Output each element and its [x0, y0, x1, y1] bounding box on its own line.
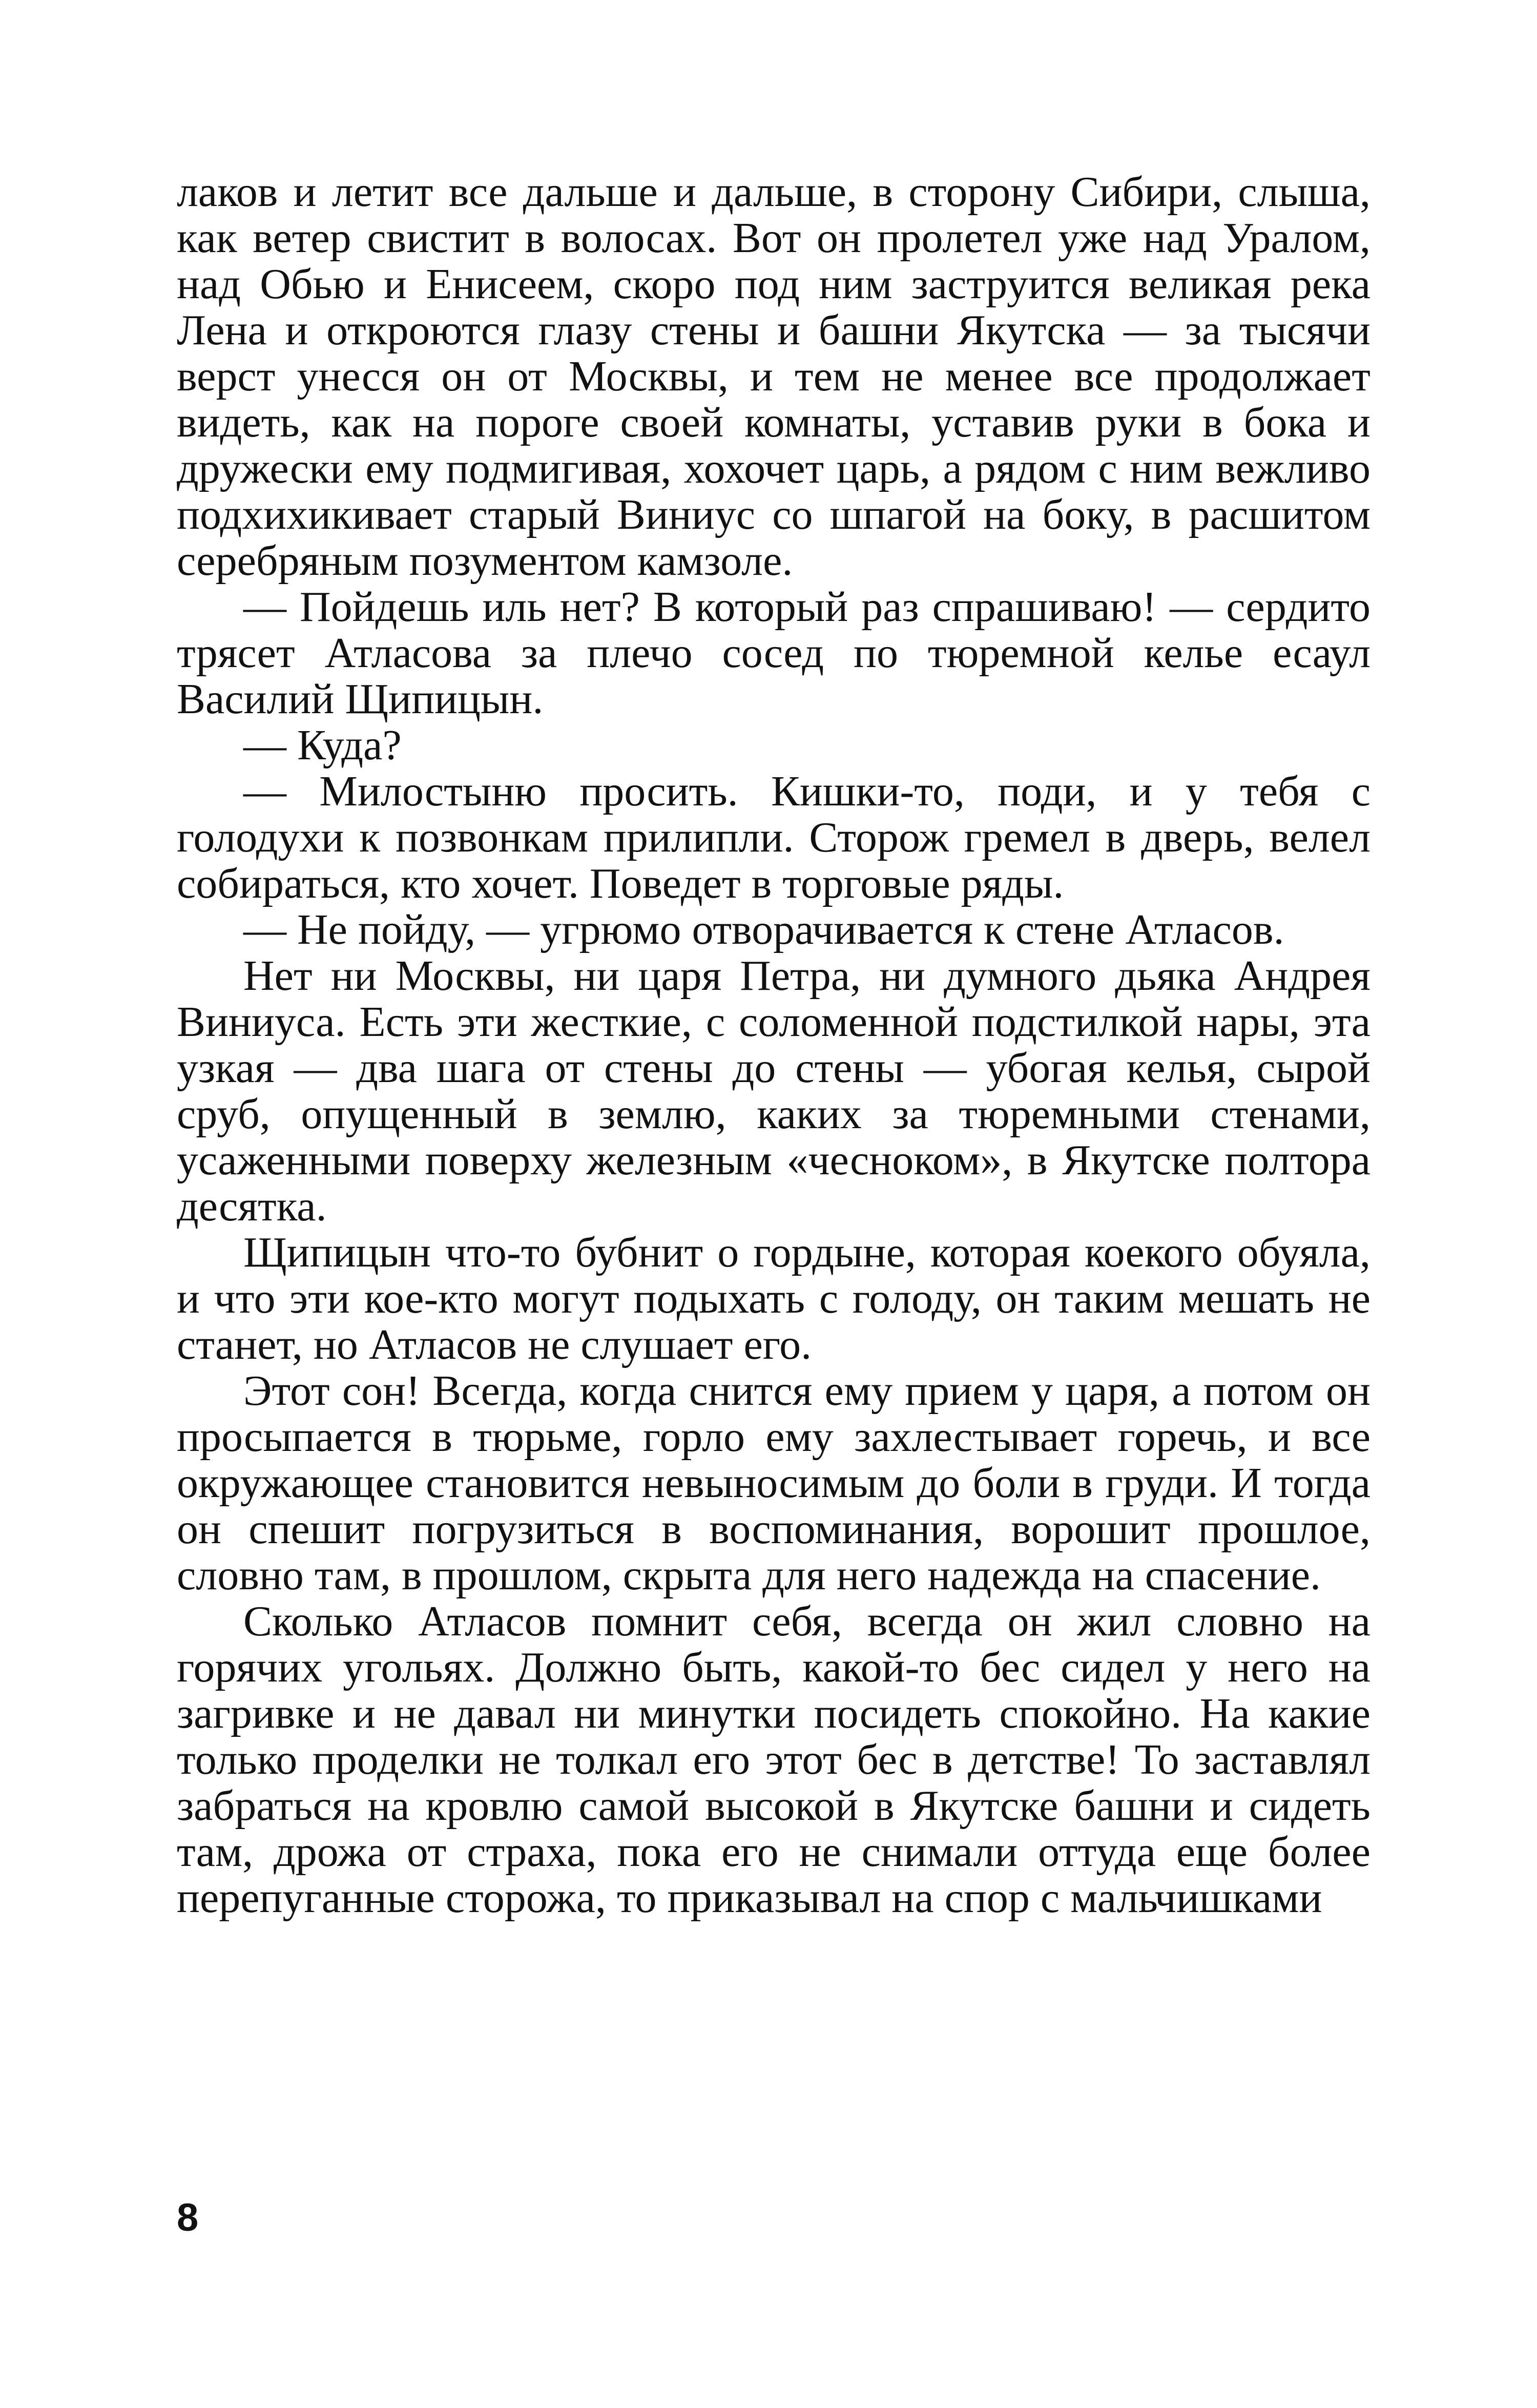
paragraph-dialogue: — Милостыню просить. Кишки-то, поди, и у тебя с голодухи к позвонкам прилипли. Сторож гремел в дверь, велел собираться, кто хочет. Поведет в торговые ряды. — [177, 767, 1370, 907]
page-number: 8 — [177, 2196, 199, 2239]
paragraph-dialogue: — Куда? — [243, 721, 402, 769]
page-text — [177, 169, 1370, 1921]
paragraph: Нет ни Москвы, ни царя Петра, ни думного дьяка Андрея Виниуса. Есть эти жесткие, с соломенной подстилкой нары, эта узкая — два шага от стены до стены — убогая келья, сырой сруб, опущенный в землю, каких за тюремными стенами, усаженными поверху железным «чесноком», в Якутске полтора десятка. — [177, 952, 1370, 1230]
paragraph-dialogue: — Пойдешь иль нет? В который раз спрашиваю! — сердито трясет Атласова за плечо сосед по тюремной келье есаул Василий Щипицын. — [177, 583, 1370, 723]
paragraph-dialogue: — Не пойду, — угрюмо отворачивается к стене Атласов. — [243, 906, 1284, 953]
paragraph: Сколько Атласов помнит себя, всегда он жил словно на горячих угольях. Должно быть, какой-то бес сидел у него на загривке и не давал ни минутки посидеть спокойно. На какие только проделки не толкал его этот бес в детстве! То заставлял забраться на кровлю самой высокой в Якутске башни и сидеть там, дрожа от страха, пока его не снимали оттуда еще более перепуганные сторожа, то приказывал на спор с мальчишками — [177, 1597, 1370, 1922]
paragraph: Щипицын что-то бубнит о гордыне, которая коекого обуяла, и что эти кое-кто могут подыхать с голоду, он таким мешать не станет, но Атласов не слушает его. — [177, 1229, 1370, 1368]
paragraph: Этот сон! Всегда, когда снится ему прием у царя, а потом он просыпается в тюрьме, горло ему захлестывает горечь, и все окружающее становится невыносимым до боли в груди. И тогда он спешит погрузиться в воспоминания, ворошит прошлое, словно там, в прошлом, скрыта для него надежда на спасение. — [177, 1367, 1370, 1599]
paragraph-continuation: лаков и летит все дальше и дальше, в сторону Сибири, слыша, как ветер свистит в волосах. Вот он пролетел уже над Уралом, над Обью и Енисеем, скоро под ним заструится великая река Лена и откроются глазу стены и башни Якутска — за тысячи верст унесся он от Москвы, и тем не менее все продолжает видеть, как на пороге своей комнаты, уставив руки в бока и дружески ему подмигивая, хохочет царь, а рядом с ним вежливо подхихикивает старый Виниус со шпагой на боку, в расшитом серебряным позументом камзоле. — [177, 168, 1370, 585]
